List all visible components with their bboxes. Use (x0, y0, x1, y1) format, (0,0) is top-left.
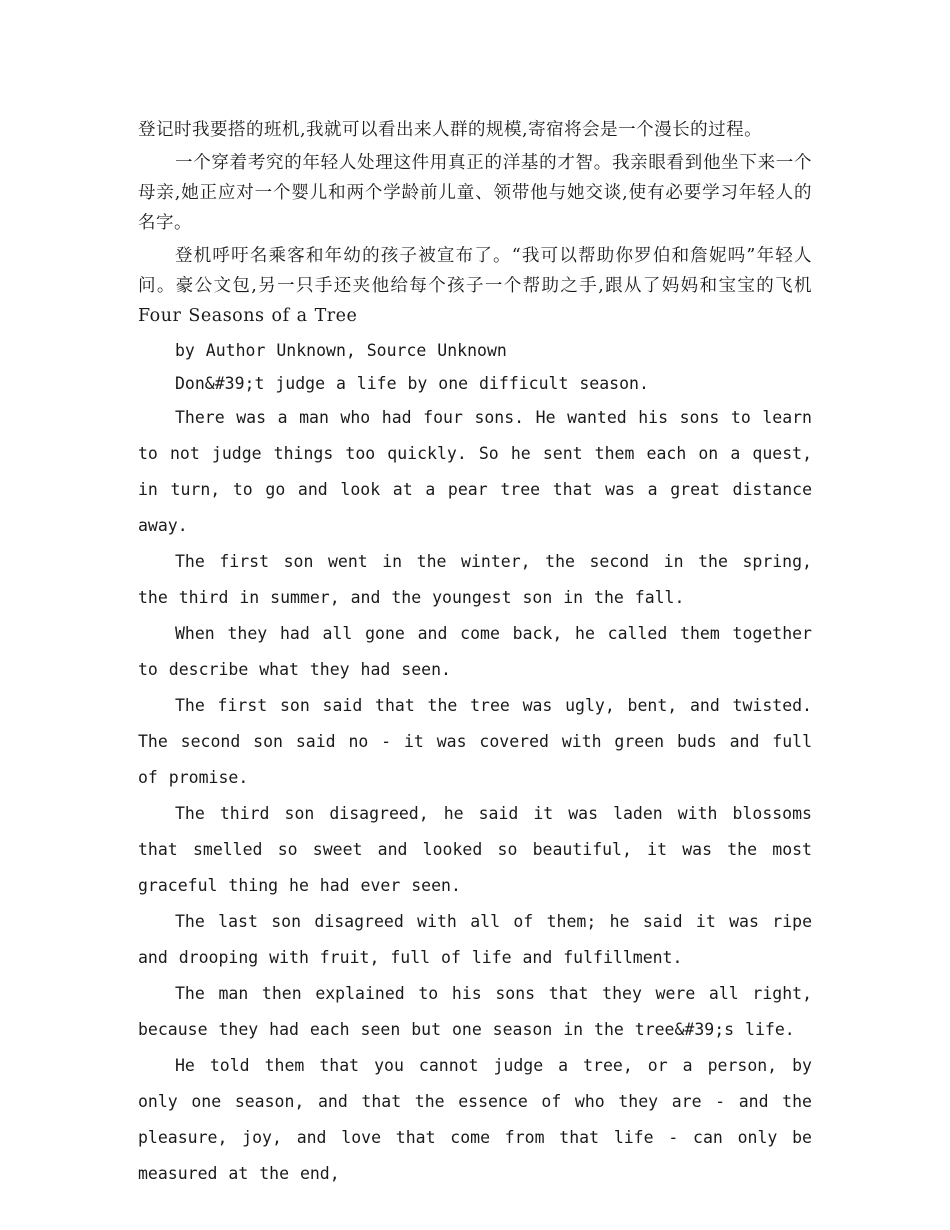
paragraph-byline: by Author Unknown, Source Unknown (175, 341, 507, 360)
paragraph-10: The third son disagreed, he said it was laden with blossoms that smelled so sweet and looked so beautiful, it was the most graceful thing he had ever seen. (138, 804, 812, 895)
paragraph-12: The man then explained to his sons that they were all right, because they had each seen but one season in the tree&#39;s life. (138, 984, 812, 1039)
paragraph-8: When they had all gone and come back, he called them together to describe what they had seen. (138, 624, 812, 679)
paragraph-13: He told them that you cannot judge a tree, or a person, by only one season, and that the essence of who they are - and the pleasure, joy, and love that come from that life - can only be measured at the end, (138, 1056, 812, 1183)
paragraph-11: The last son disagreed with all of them; he said it was ripe and drooping with fruit, full of life and fulfillment. (138, 912, 812, 967)
paragraph-9: The first son said that the tree was ugly, bent, and twisted. The second son said no - it was covered with green buds and full of promise. (138, 696, 812, 787)
paragraph-tagline: Don&#39;t judge a life by one difficult season. (175, 374, 649, 393)
paragraph-7: The first son went in the winter, the second in the spring, the third in summer, and the youngest son in the fall. (138, 552, 812, 607)
paragraph-6: There was a man who had four sons. He wanted his sons to learn to not judge things too quickly. So he sent them each on a quest, in turn, to go and look at a pear tree that was a great distance away. (138, 408, 812, 535)
paragraph-2: 一个穿着考究的年轻人处理这件用真正的洋基的才智。我亲眼看到他坐下来一个母亲,她正应对一个婴儿和两个学龄前儿童、领带他与她交谈,使有必要学习年轻人的名字。 (138, 153, 812, 233)
paragraph-3: 登机呼吁名乘客和年幼的孩子被宣布了。“我可以帮助你罗伯和詹妮吗”年轻人问。豪公文包,另一只手还夹他给每个孩子一个帮助之手,跟从了妈妈和宝宝的飞机Four Seasons of a Tree (138, 246, 812, 326)
paragraph-1: 登记时我要搭的班机,我就可以看出来人群的规模,寄宿将会是一个漫长的过程。 (138, 120, 763, 140)
document-body (138, 115, 812, 1192)
